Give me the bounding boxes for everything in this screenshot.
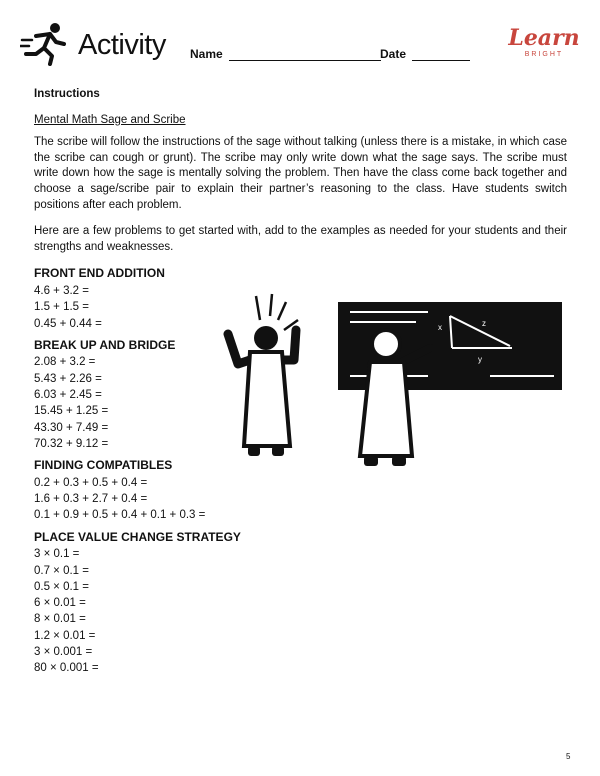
section-title: FRONT END ADDITION: [34, 266, 165, 281]
math-problem: 0.7 × 0.1 =: [34, 564, 89, 577]
logo-main-text: Learn: [508, 25, 580, 51]
logo-sub-text: BRIGHT: [524, 51, 564, 58]
instructions-heading: Instructions: [34, 88, 100, 100]
math-problem: 6 × 0.01 =: [34, 597, 86, 610]
sage-figure: [228, 294, 298, 456]
sage-and-scribe-illustration: [220, 290, 565, 470]
math-problem: 3 × 0.001 =: [34, 646, 93, 659]
board-label-z: z: [482, 319, 486, 328]
math-problem: 4.6 + 3.2 =: [34, 284, 89, 297]
math-problem: 1.5 + 1.5 =: [34, 301, 89, 314]
board-label-y: y: [478, 355, 482, 364]
math-problem: 70.32 + 9.12 =: [34, 437, 109, 450]
math-problem: 0.5 × 0.1 =: [34, 580, 89, 593]
math-problem: 43.30 + 7.49 =: [34, 421, 109, 434]
math-problem: 0.1 + 0.9 + 0.5 + 0.4 + 0.1 + 0.3 =: [34, 509, 206, 522]
date-label: Date: [380, 47, 407, 61]
name-line: [229, 48, 381, 61]
page-number: 5: [566, 752, 571, 761]
math-problem: 2.08 + 3.2 =: [34, 356, 96, 369]
page-header: [0, 0, 600, 75]
math-problem: 1.2 × 0.01 =: [34, 629, 96, 642]
learn-bright-logo: [508, 27, 580, 67]
math-problem: 15.45 + 1.25 =: [34, 405, 109, 418]
date-field[interactable]: [380, 47, 470, 61]
math-problem: 5.43 + 2.26 =: [34, 372, 102, 385]
intro-paragraph: Here are a few problems to get started with, add to the examples as needed for your students and their strengths and weaknesses.: [34, 225, 567, 253]
name-label: Name: [190, 47, 223, 61]
math-problem: 80 × 0.001 =: [34, 662, 99, 675]
board-label-x: x: [438, 323, 442, 332]
math-problem: 8 × 0.01 =: [34, 613, 86, 626]
problem-section: [34, 530, 567, 677]
instructions-paragraph: The scribe will follow the instructions of the sage without talking (unless there is a mistake, in which case the scribe can cough or grunt). The scribe may only write down what the sage says. The scribe must write down how the sage is mentally solving the problem. Then have the class come back together and choose a sage/scribe pair to explain their partner’s reasoning to the class. Have students switch positions after each problem.: [34, 136, 567, 211]
math-problem: 0.45 + 0.44 =: [34, 317, 102, 330]
math-problem: 3 × 0.1 =: [34, 548, 80, 561]
date-line: [412, 48, 470, 61]
activity-subheading: Mental Math Sage and Scribe: [34, 113, 186, 126]
section-title: BREAK UP AND BRIDGE: [34, 337, 176, 352]
math-problem: 0.2 + 0.3 + 0.5 + 0.4 =: [34, 476, 148, 489]
section-title: PLACE VALUE CHANGE STRATEGY: [34, 529, 241, 544]
math-problem: 1.6 + 0.3 + 2.7 + 0.4 =: [34, 493, 148, 506]
section-title: FINDING COMPATIBLES: [34, 458, 173, 473]
name-field[interactable]: [190, 47, 381, 61]
running-figure-icon: [20, 22, 66, 66]
page-title: Activity: [78, 29, 166, 61]
math-problem: 6.03 + 2.45 =: [34, 389, 102, 402]
